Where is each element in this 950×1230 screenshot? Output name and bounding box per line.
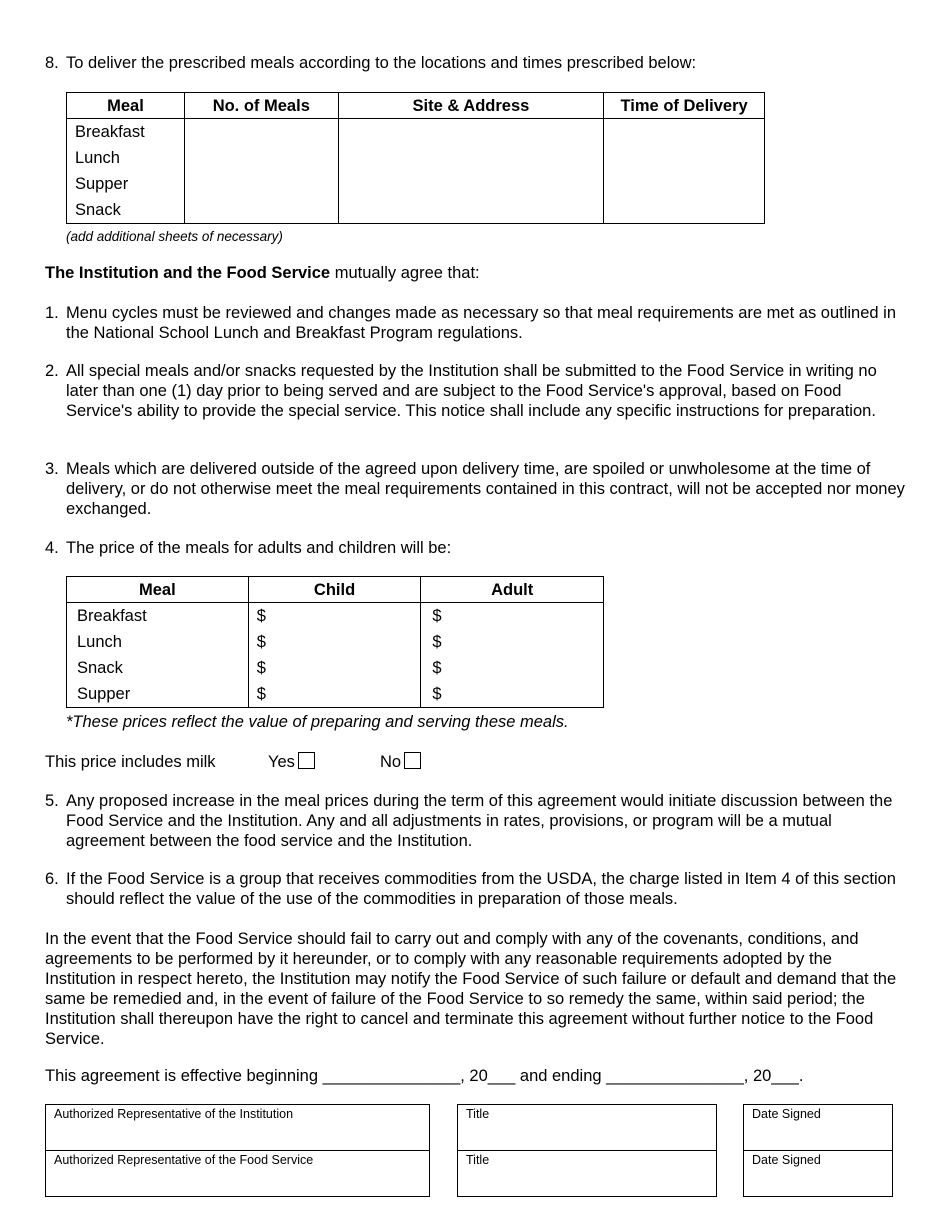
- table-row: [67, 603, 604, 630]
- meals-count-cell[interactable]: [184, 119, 338, 146]
- meal-cell: Snack: [67, 197, 185, 224]
- adult-price-cell[interactable]: $: [421, 681, 604, 708]
- adult-price-cell[interactable]: $: [421, 655, 604, 681]
- no-label: No: [380, 753, 402, 771]
- milk-label: This price includes milk: [45, 753, 216, 771]
- site-cell[interactable]: [338, 197, 604, 224]
- table-row: [67, 629, 604, 655]
- effective-dates: This agreement is effective beginning _______________, 20___ and ending _______________, 20___.: [45, 1067, 804, 1085]
- yes-checkbox[interactable]: [298, 752, 315, 769]
- site-cell[interactable]: [338, 145, 604, 171]
- price-note: *These prices reflect the value of preparing and serving these meals.: [66, 713, 569, 731]
- milk-no: [380, 752, 421, 772]
- price-table: [66, 576, 604, 708]
- food-service-date-field[interactable]: Date Signed: [744, 1150, 892, 1195]
- milk-yes: [268, 752, 315, 772]
- time-cell[interactable]: [604, 145, 765, 171]
- item-8: [45, 53, 905, 73]
- child-price-cell[interactable]: $: [248, 681, 421, 708]
- meal-cell: Breakfast: [67, 119, 185, 146]
- item-4: 4. The price of the meals for adults and children will be:: [45, 539, 452, 557]
- agree-intro-bold: The Institution and the Food Service: [45, 264, 331, 282]
- item-2: 2. All special meals and/or snacks requested by the Institution shall be submitted to the Food Service in writing no later than one (1) day prior to being served and are subject to the Food Service's approval, based on Food Service's ability to provide the special service. This notice shall include any specific instructions for preparation.: [45, 362, 877, 420]
- table-row: [67, 119, 765, 146]
- food-service-title-field[interactable]: Title: [458, 1150, 716, 1195]
- item-number: 8.: [45, 54, 59, 72]
- item-text: To deliver the prescribed meals according to the locations and times prescribed below:: [66, 54, 697, 72]
- meal-cell: Lunch: [67, 629, 249, 655]
- title-box: [457, 1104, 717, 1197]
- meals-count-cell[interactable]: [184, 171, 338, 197]
- institution-rep-field[interactable]: Authorized Representative of the Institution: [54, 1107, 294, 1121]
- column-header: Child: [248, 577, 421, 603]
- table-row: [67, 681, 604, 708]
- child-price-cell[interactable]: $: [248, 655, 421, 681]
- agree-intro: [45, 263, 480, 283]
- column-header: Site & Address: [338, 93, 604, 119]
- yes-label: Yes: [268, 753, 295, 771]
- column-header: No. of Meals: [184, 93, 338, 119]
- meal-cell: Supper: [67, 681, 249, 708]
- meal-cell: Supper: [67, 171, 185, 197]
- site-cell[interactable]: [338, 171, 604, 197]
- date-box: [743, 1104, 893, 1197]
- column-header: Meal: [67, 93, 185, 119]
- meal-cell: Breakfast: [67, 603, 249, 630]
- no-checkbox[interactable]: [404, 752, 421, 769]
- time-cell[interactable]: [604, 119, 765, 146]
- time-cell[interactable]: [604, 197, 765, 224]
- table-note: (add additional sheets of necessary): [66, 229, 283, 244]
- table-row: [67, 145, 765, 171]
- food-service-rep-field[interactable]: Authorized Representative of the Food Service: [46, 1150, 429, 1195]
- item-5: 5. Any proposed increase in the meal prices during the term of this agreement would initiate discussion between the Food Service and the Institution. Any and all adjustments in rates, provisions, or program will be a mutual agreement between the food service and the Institution.: [45, 792, 893, 850]
- column-header: Adult: [421, 577, 604, 603]
- institution-date-field[interactable]: Date Signed: [752, 1107, 821, 1121]
- adult-price-cell[interactable]: $: [421, 629, 604, 655]
- item-3: 3. Meals which are delivered outside of the agreed upon delivery time, are spoiled or unwholesome at the time of delivery, or do not otherwise meet the meal requirements contained in this contract, will not be accepted nor money exchanged.: [45, 460, 905, 518]
- column-header: Time of Delivery: [604, 93, 765, 119]
- institution-title-field[interactable]: Title: [466, 1107, 490, 1121]
- adult-price-cell[interactable]: $: [421, 603, 604, 630]
- default-paragraph: In the event that the Food Service should fail to carry out and comply with any of the covenants, conditions, and agreements to be performed by it hereunder, or to comply with any reasonable requirements adopted by the Institution in respect hereto, the Institution may notify the Food Service of such failure or default and demand that the same be remedied and, in the event of failure of the Food Service to so remedy the same, within said period; the Institution shall thereupon have the right to cancel and terminate this agreement without further notice to the Food Service.: [45, 930, 897, 1048]
- rep-signature-box: [45, 1104, 430, 1197]
- meals-count-cell[interactable]: [184, 197, 338, 224]
- child-price-cell[interactable]: $: [248, 629, 421, 655]
- column-header: Meal: [67, 577, 249, 603]
- agree-intro-rest: mutually agree that:: [330, 264, 480, 282]
- item-6: 6. If the Food Service is a group that receives commodities from the USDA, the charge listed in Item 4 of this section should reflect the value of the use of the commodities in preparation of those meals.: [45, 870, 896, 908]
- delivery-table: [66, 92, 765, 224]
- table-row: [67, 171, 765, 197]
- meals-count-cell[interactable]: [184, 145, 338, 171]
- time-cell[interactable]: [604, 171, 765, 197]
- item-1: 1. Menu cycles must be reviewed and changes made as necessary so that meal requirements are met as outlined in the National School Lunch and Breakfast Program regulations.: [45, 304, 897, 342]
- meal-cell: Snack: [67, 655, 249, 681]
- table-row: [67, 197, 765, 224]
- table-row: [67, 655, 604, 681]
- site-cell[interactable]: [338, 119, 604, 146]
- meal-cell: Lunch: [67, 145, 185, 171]
- child-price-cell[interactable]: $: [248, 603, 421, 630]
